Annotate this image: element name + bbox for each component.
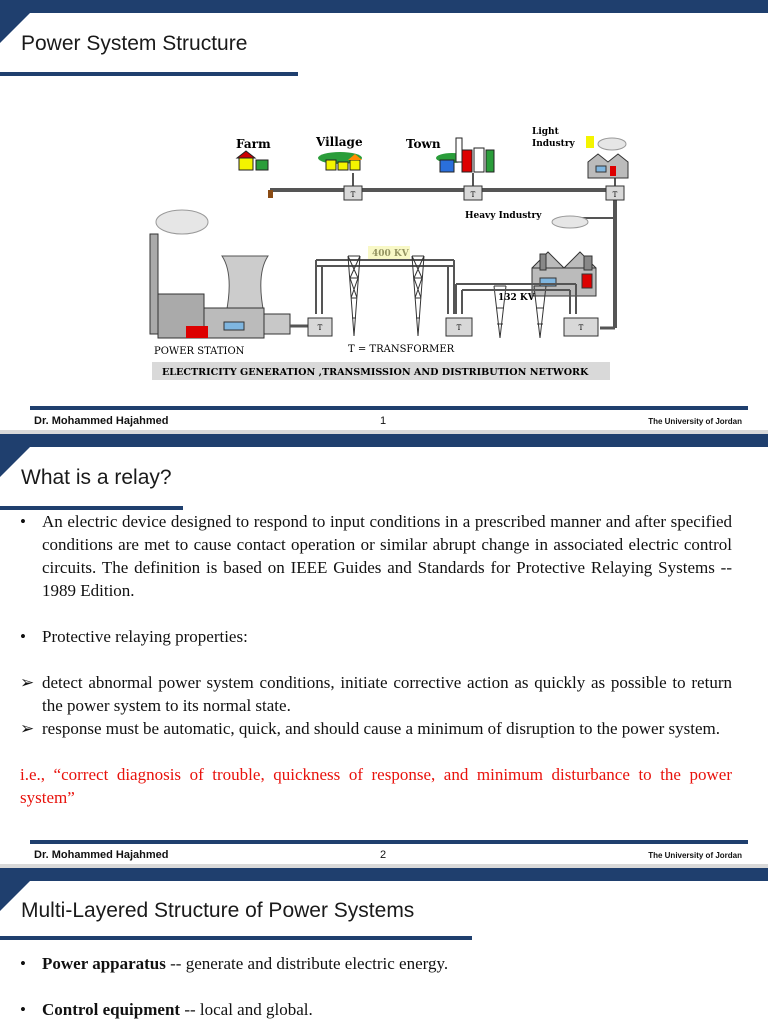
page-number: 1 bbox=[380, 415, 387, 427]
key-quote: i.e., “correct diagnosis of trouble, quickness of response, and minimum disturbance to the power system” bbox=[20, 765, 732, 807]
transformer-label: T bbox=[470, 191, 476, 199]
layer-item: • Control equipment -- local and global. bbox=[20, 1000, 313, 1019]
bullet-mark: • bbox=[20, 512, 26, 531]
slide-header-bar bbox=[0, 0, 768, 13]
light-industry-label: Industry bbox=[532, 139, 575, 149]
page-number: 2 bbox=[380, 849, 387, 861]
slide-1 bbox=[0, 0, 768, 430]
slide-2 bbox=[0, 434, 768, 864]
slide-title: Power System Structure bbox=[21, 32, 248, 55]
transmission-tower bbox=[348, 256, 360, 336]
property-item: ➢ detect abnormal power system conditions, initiate corrective action as quickly as possible to return the power system to its normal state. bbox=[20, 673, 732, 715]
footer-university: The University of Jordan bbox=[648, 417, 742, 426]
relay-definition bbox=[20, 510, 732, 602]
footer-rule bbox=[30, 406, 748, 410]
transformer-label: T bbox=[578, 324, 584, 332]
heavy-industry-label: Heavy Industry bbox=[465, 211, 542, 221]
town-label: Town bbox=[406, 137, 441, 151]
power-station-label: POWER STATION bbox=[154, 346, 245, 357]
transmission-tower bbox=[412, 256, 424, 336]
farm-label: Farm bbox=[236, 137, 271, 151]
light-industry-label: Light bbox=[532, 127, 559, 137]
village-label: Village bbox=[316, 135, 363, 149]
layer-item: • Power apparatus -- generate and distribute electric energy. bbox=[20, 954, 449, 973]
slide-header-bar bbox=[0, 434, 768, 447]
transformer-legend: T = TRANSFORMER bbox=[348, 344, 455, 355]
properties-heading: • Protective relaying properties: bbox=[20, 627, 248, 646]
slide-title: What is a relay? bbox=[21, 466, 172, 489]
property-item: ➢ response must be automatic, quick, and should cause a minimum of disruption to the power system. bbox=[20, 719, 720, 738]
definition-text: An electric device designed to respond to input conditions in a prescribed manner and after specified conditions are met to cause contact operation or similar abrupt change in associated electric control circuits. The definition is based on IEEE Guides and Standards for Protective Relaying Systems -- 1989 Edition. bbox=[42, 512, 732, 600]
power-network-diagram bbox=[140, 118, 640, 388]
footer-author: Dr. Mohammed Hajahmed bbox=[34, 849, 169, 861]
footer-university: The University of Jordan bbox=[648, 851, 742, 860]
slide-title: Multi-Layered Structure of Power Systems bbox=[21, 899, 415, 922]
bullet-mark: • bbox=[20, 1000, 26, 1019]
voltage-132kv-label: 132 KV bbox=[498, 293, 535, 303]
slide-body bbox=[20, 952, 732, 1021]
title-underline bbox=[0, 936, 472, 940]
slide-header-bar bbox=[0, 868, 768, 881]
footer-author: Dr. Mohammed Hajahmed bbox=[34, 415, 169, 427]
transformer-label: T bbox=[317, 324, 323, 332]
title-underline bbox=[0, 72, 298, 76]
transformer-label: T bbox=[350, 191, 356, 199]
arrow-bullet-icon: ➢ bbox=[20, 673, 35, 692]
arrow-bullet-icon: ➢ bbox=[20, 719, 35, 738]
bullet-mark: • bbox=[20, 954, 26, 973]
footer-rule bbox=[30, 840, 748, 844]
transformer-label: T bbox=[612, 191, 618, 199]
bullet-mark: • bbox=[20, 627, 26, 646]
slide-3 bbox=[0, 868, 768, 1024]
slide-body bbox=[20, 510, 732, 809]
diagram-caption: ELECTRICITY GENERATION ,TRANSMISSION AND DISTRIBUTION NETWORK bbox=[162, 367, 589, 378]
transformer-label: T bbox=[456, 324, 462, 332]
